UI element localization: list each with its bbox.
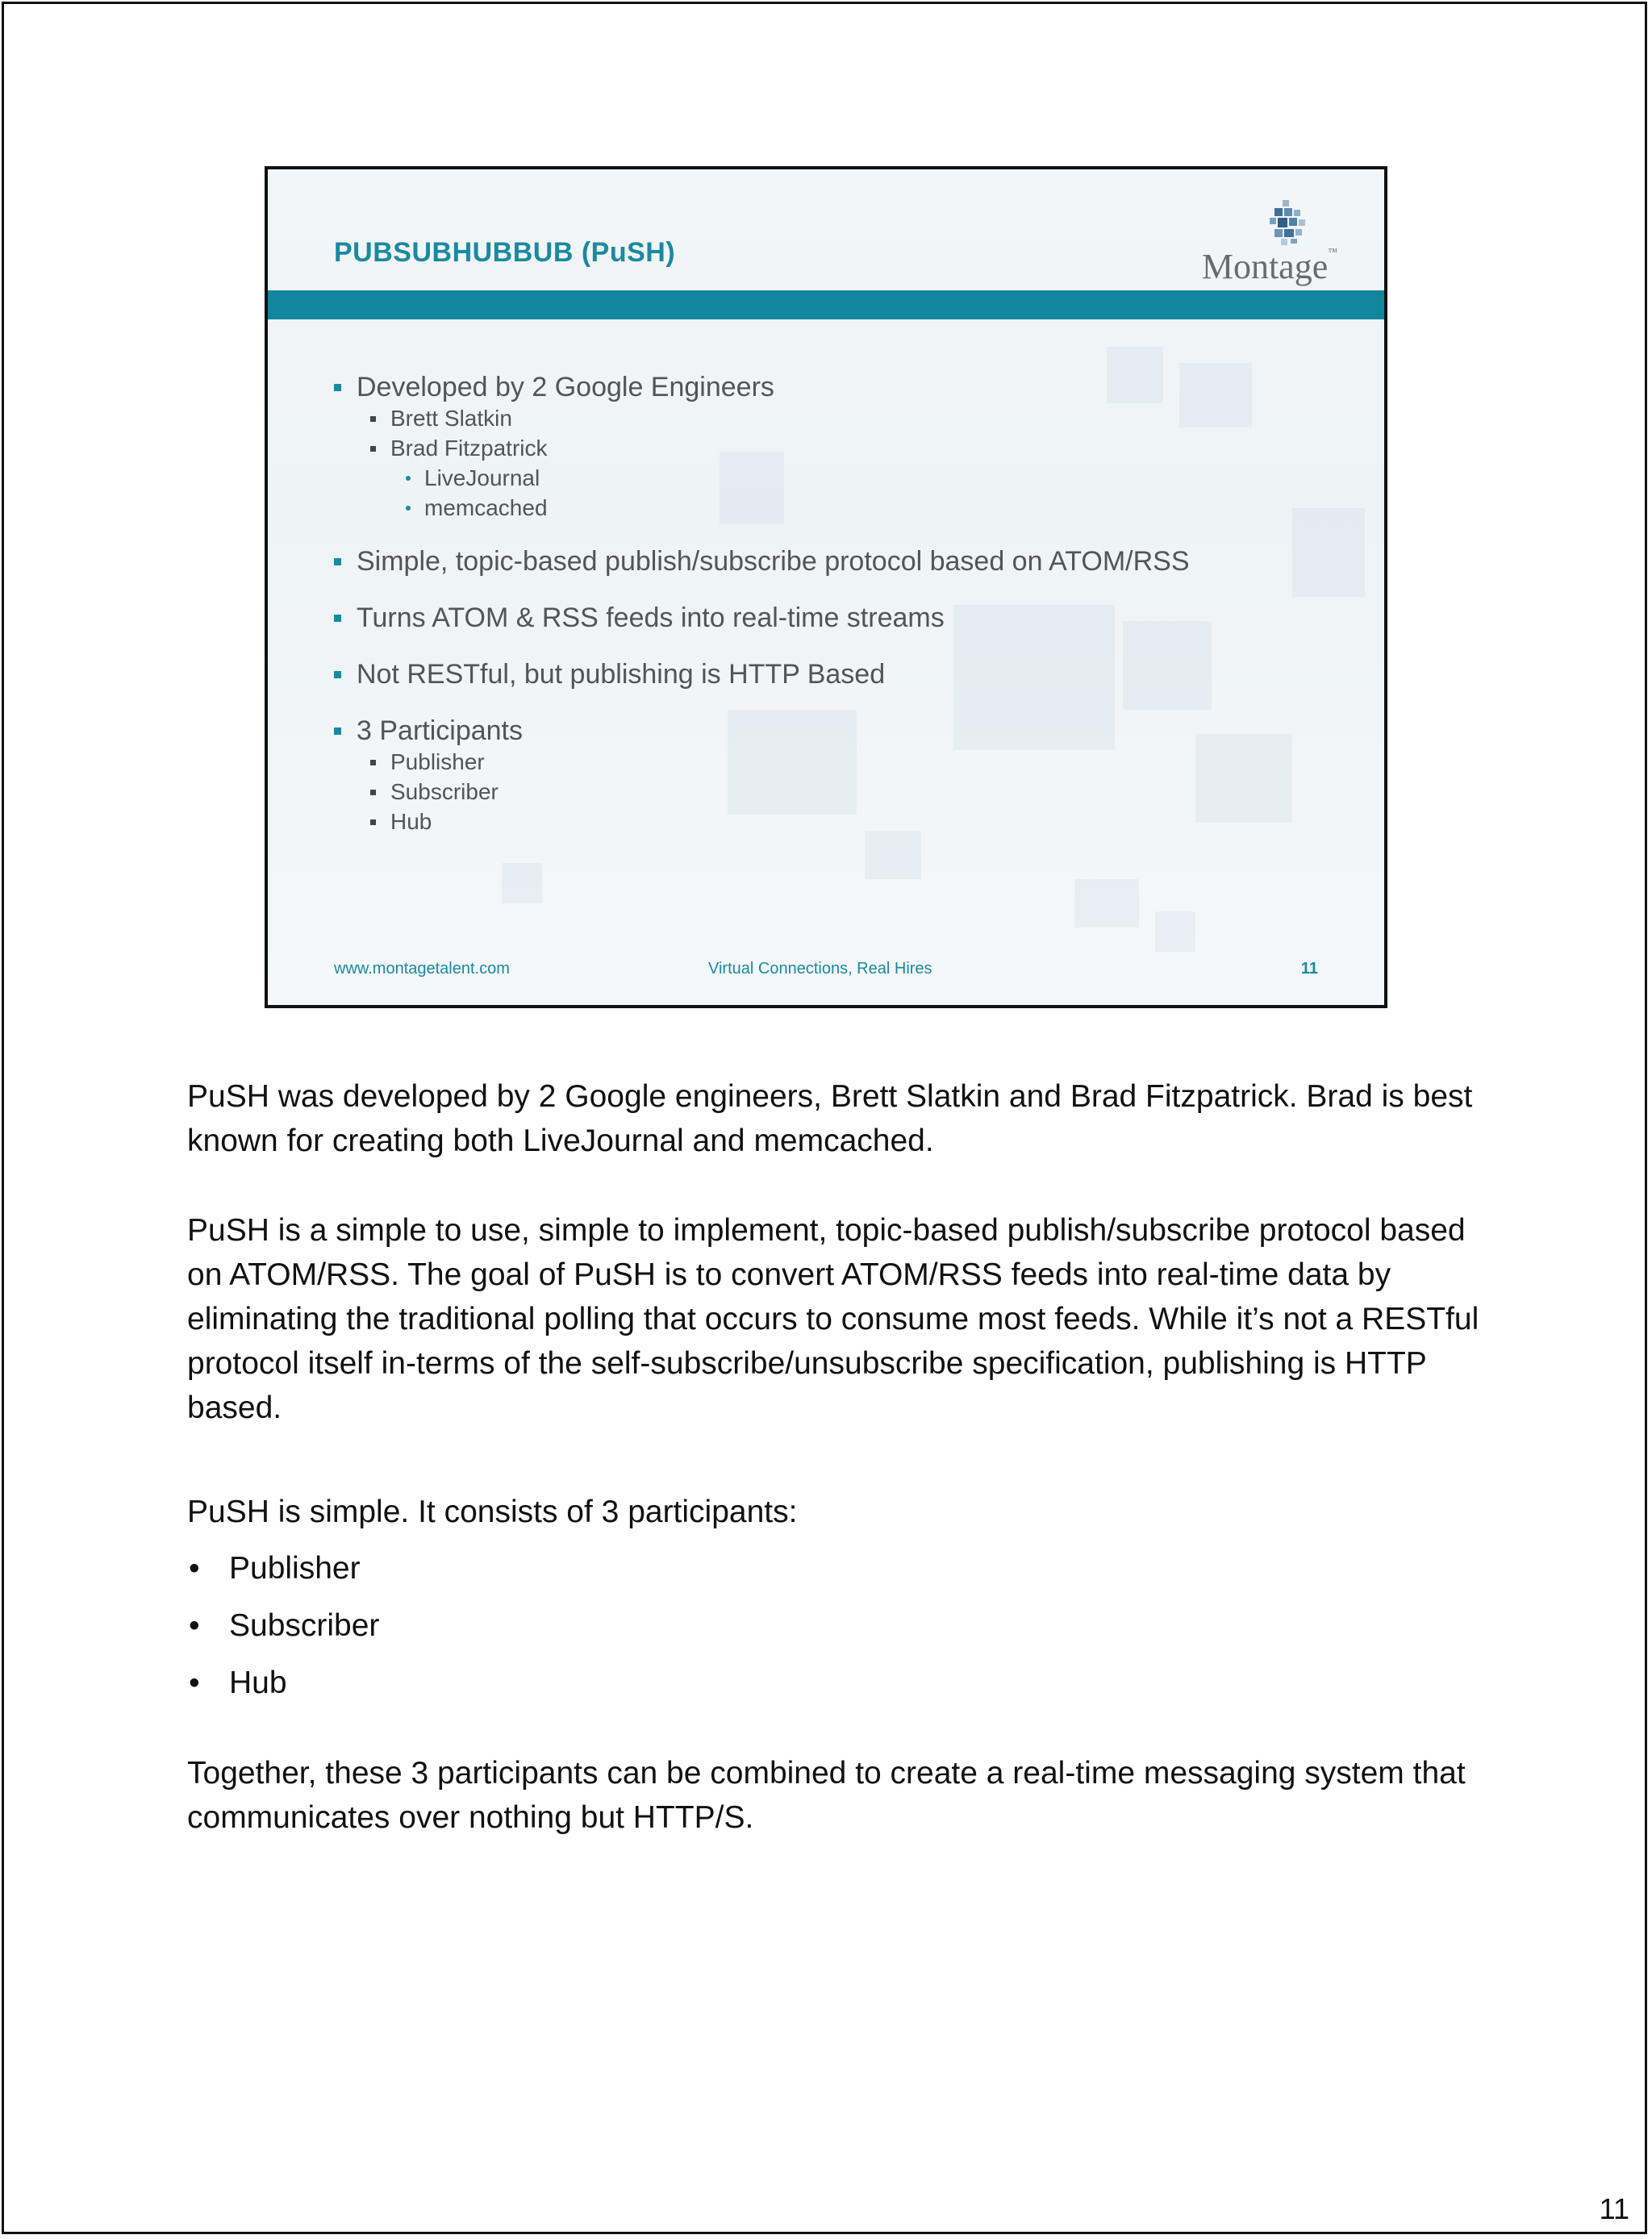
footer-url: www.montagetalent.com bbox=[334, 960, 510, 978]
list-item: • Publisher bbox=[187, 1545, 1494, 1591]
slide-number: 11 bbox=[1300, 960, 1318, 978]
bullet-not-restful: Not RESTful, but publishing is HTTP Based bbox=[334, 658, 1190, 690]
logo-text: Montage™ bbox=[1201, 246, 1337, 286]
title-bar bbox=[268, 290, 1384, 319]
list-item: • Hub bbox=[187, 1660, 1494, 1706]
slide-bullet-list bbox=[334, 371, 1190, 836]
speaker-notes bbox=[187, 1074, 1494, 1840]
notes-paragraph-3: PuSH is simple. It consists of 3 participants: bbox=[187, 1495, 798, 1529]
participants-list bbox=[187, 1545, 1494, 1706]
notes-paragraph-1: PuSH was developed by 2 Google engineers, Brett Slatkin and Brad Fitzpatrick. Brad is best known for creating both LiveJournal and memcached. bbox=[187, 1079, 1473, 1158]
bullet-turns-feeds: Turns ATOM & RSS feeds into real-time streams bbox=[334, 602, 1190, 634]
slide-image bbox=[265, 166, 1387, 1008]
slide-footer bbox=[268, 960, 1384, 984]
bullet-memcached: memcached bbox=[334, 493, 1190, 523]
montage-logo bbox=[1184, 198, 1337, 287]
bullet-publisher: Publisher bbox=[334, 747, 1190, 777]
bullet-livejournal: LiveJournal bbox=[334, 463, 1190, 493]
bullet-subscriber: Subscriber bbox=[334, 777, 1190, 807]
bullet-hub: Hub bbox=[334, 807, 1190, 836]
footer-tagline: Virtual Connections, Real Hires bbox=[708, 960, 932, 978]
slide-title: PUBSUBHUBBUB (PuSH) bbox=[334, 237, 676, 268]
list-item: • Subscriber bbox=[187, 1603, 1494, 1649]
bullet-brad-fitzpatrick: Brad Fitzpatrick bbox=[334, 433, 1190, 463]
bullet-developed: Developed by 2 Google Engineers bbox=[334, 371, 1190, 403]
bullet-participants: 3 Participants bbox=[334, 715, 1190, 747]
notes-paragraph-4: Together, these 3 participants can be combined to create a real-time messaging system that communicates over nothing but HTTP/S. bbox=[187, 1756, 1466, 1835]
bullet-simple-protocol: Simple, topic-based publish/subscribe protocol based on ATOM/RSS bbox=[334, 545, 1190, 577]
notes-paragraph-2: PuSH is a simple to use, simple to implement, topic-based publish/subscribe protocol based on ATOM/RSS. The goal of PuSH is to convert ATOM/RSS feeds into real-time data by eliminating the traditional polling that occurs to consume most feeds. While it’s not a RESTful protocol itself in-terms of the self-subscribe/unsubscribe specification, publishing is HTTP based. bbox=[187, 1213, 1479, 1425]
bullet-brett-slatkin: Brett Slatkin bbox=[334, 403, 1190, 433]
page-number: 11 bbox=[1599, 2192, 1629, 2225]
